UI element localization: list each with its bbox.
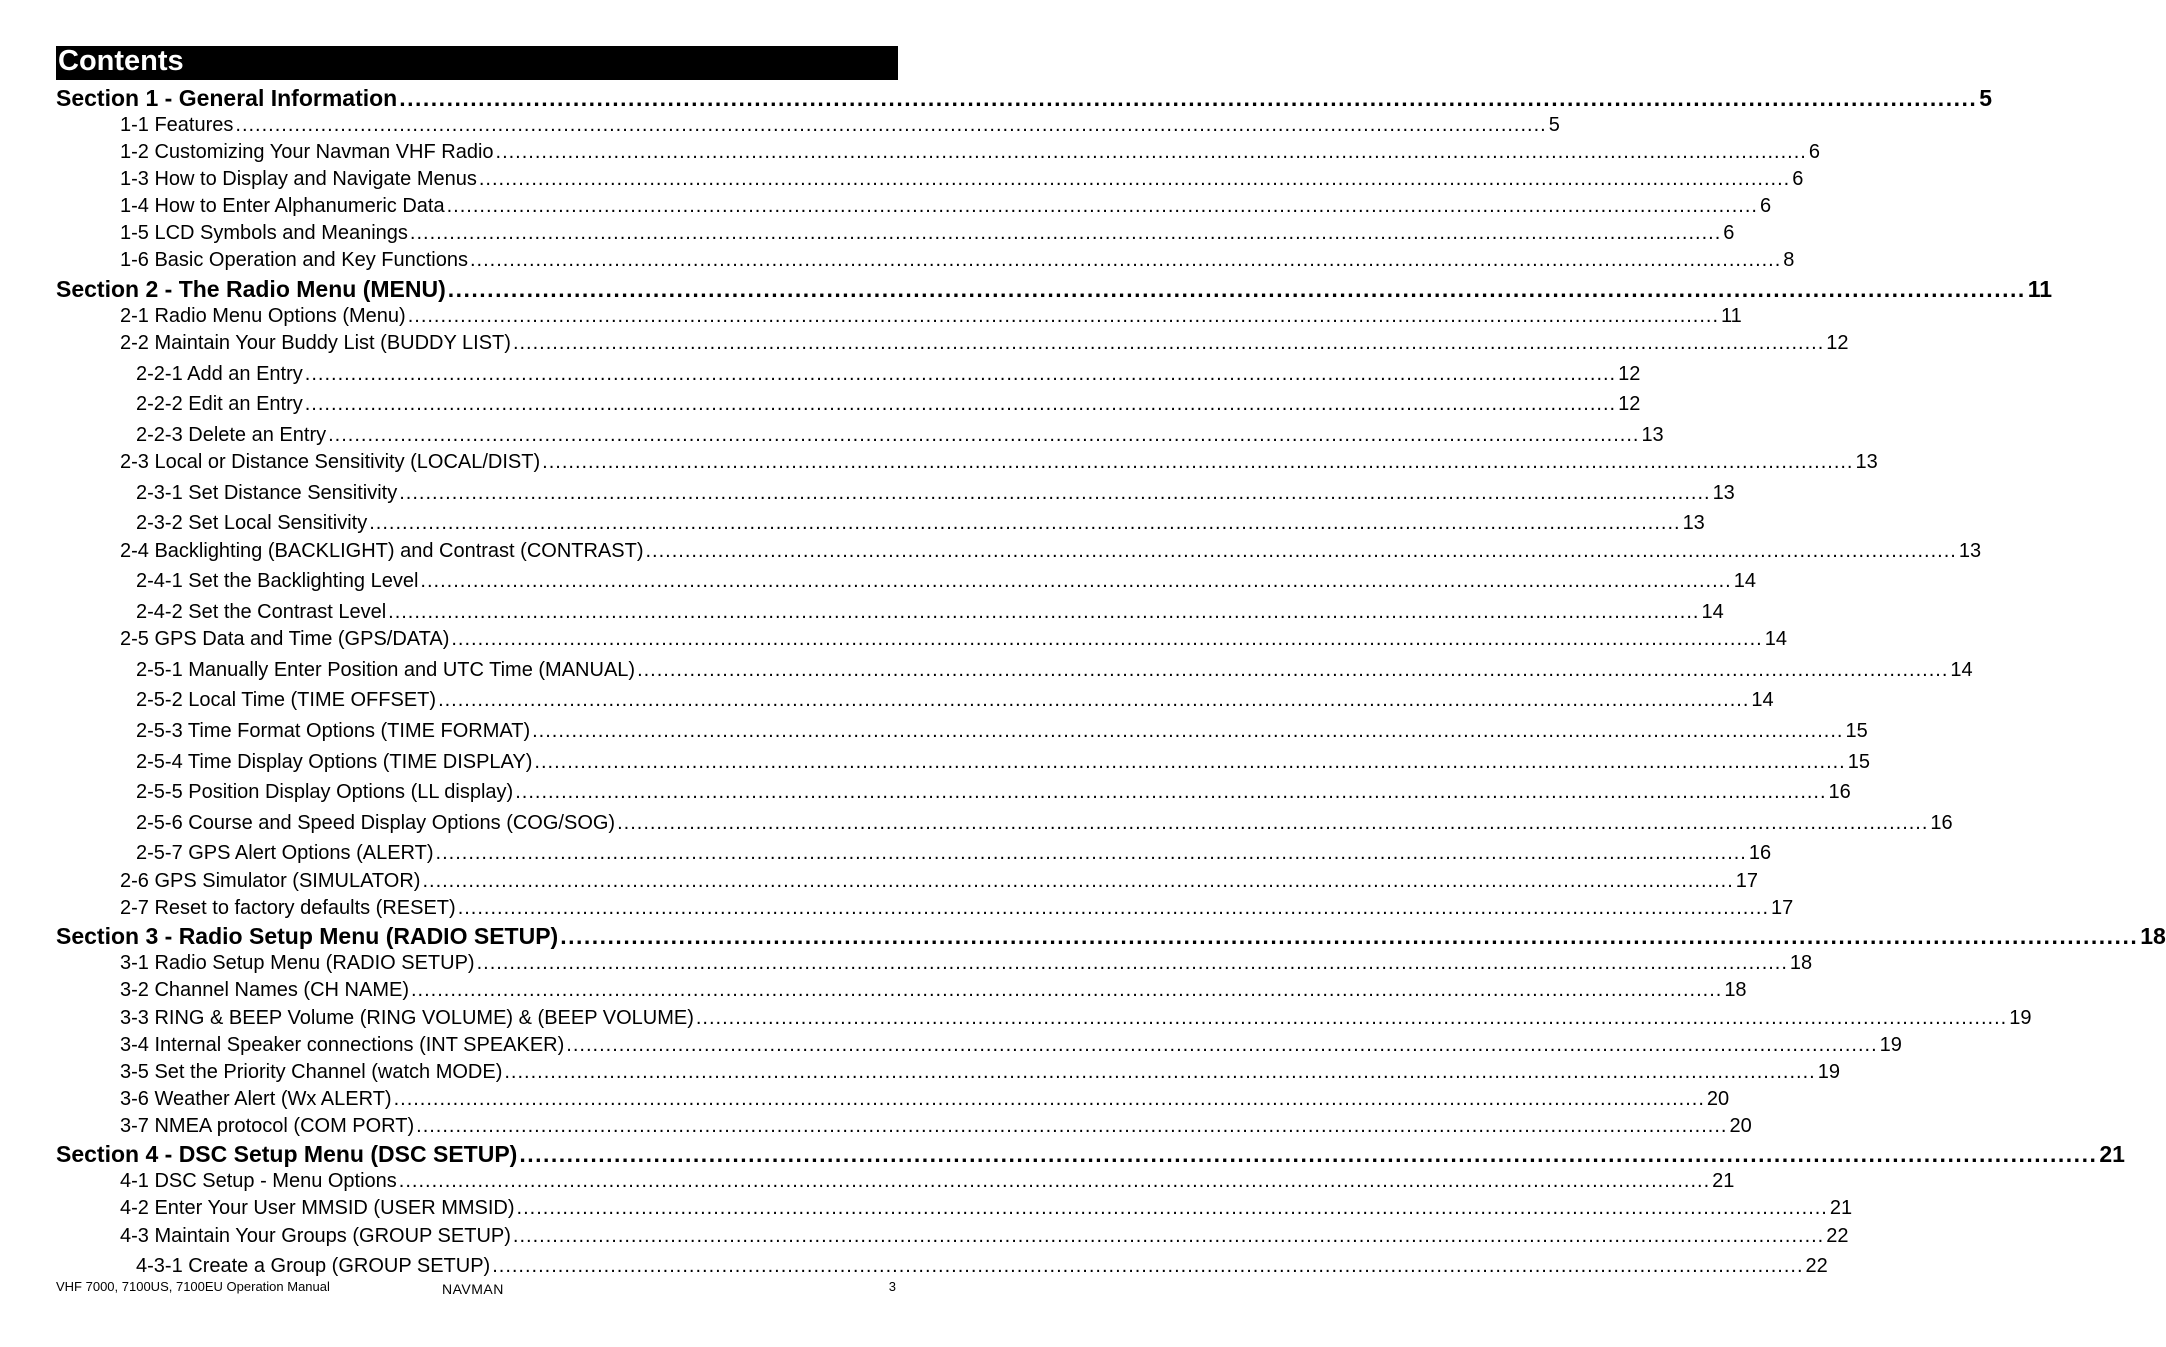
dot-leader: ........................................................................................................................................................................................................: [399, 482, 1711, 504]
toc-entry-label: 3-6 Weather Alert (Wx ALERT): [120, 1088, 392, 1110]
toc-entry[interactable]: [136, 720, 1868, 745]
toc-entry-page-number: 11: [2027, 276, 2053, 302]
toc-entry-label: Section 4 - DSC Setup Menu (DSC SETUP): [56, 1141, 518, 1167]
toc-entry[interactable]: [136, 1255, 1828, 1280]
toc-entry-label: 2-5-3 Time Format Options (TIME FORMAT): [136, 720, 531, 742]
footer-manual-title: VHF 7000, 7100US, 7100EU Operation Manual: [56, 1279, 330, 1294]
toc-entry[interactable]: [120, 628, 1787, 653]
dot-leader: ........................................................................................................................................................................................................: [512, 332, 1825, 354]
toc-entry-label: 3-2 Channel Names (CH NAME): [120, 979, 409, 1001]
toc-entry[interactable]: [120, 1170, 1735, 1195]
toc-entry[interactable]: [120, 451, 1878, 476]
toc-entry-label: 2-1 Radio Menu Options (Menu): [120, 305, 406, 327]
toc-entry-page-number: 5: [1548, 114, 1560, 136]
toc-entry-label: 4-3 Maintain Your Groups (GROUP SETUP): [120, 1225, 511, 1247]
dot-leader: ........................................................................................................................................................................................................: [695, 1007, 2008, 1029]
toc-entry-page-number: 17: [1771, 897, 1794, 919]
dot-leader: ........................................................................................................................................................................................................: [235, 114, 1547, 136]
toc-entry-label: 2-6 GPS Simulator (SIMULATOR): [120, 870, 421, 892]
toc-entry[interactable]: [136, 689, 1774, 714]
dot-leader: ........................................................................................................................................................................................................: [409, 222, 1722, 244]
toc-entry[interactable]: [136, 393, 1641, 418]
toc-entry-page-number: 15: [1847, 751, 1870, 773]
toc-entry[interactable]: [120, 1007, 2032, 1032]
dot-leader: ........................................................................................................................................................................................................: [399, 85, 1978, 111]
toc-entry-page-number: 19: [1817, 1061, 1840, 1083]
toc-entry-page-number: 21: [2099, 1141, 2125, 1167]
dot-leader: ........................................................................................................................................................................................................: [515, 781, 1827, 803]
dot-leader: ........................................................................................................................................................................................................: [407, 305, 1720, 327]
dot-leader: ........................................................................................................................................................................................................: [637, 659, 1949, 681]
dot-leader: ........................................................................................................................................................................................................: [504, 1061, 1816, 1083]
dot-leader: ........................................................................................................................................................................................................: [447, 276, 2026, 302]
toc-entry-label: 1-1 Features: [120, 114, 234, 136]
toc-entry-label: 3-3 RING & BEEP Volume (RING VOLUME) & (BEEP VOLUME): [120, 1007, 694, 1029]
toc-entry[interactable]: [136, 570, 1756, 595]
toc-entry-label: Section 1 - General Information: [56, 85, 398, 111]
toc-entry-label: 3-5 Set the Priority Channel (watch MODE): [120, 1061, 503, 1083]
toc-entry-label: 1-6 Basic Operation and Key Functions: [120, 249, 468, 271]
toc-section-entry[interactable]: [56, 85, 1993, 113]
toc-section-entry[interactable]: [56, 276, 2053, 304]
toc-entry-page-number: 11: [1721, 305, 1742, 327]
toc-entry[interactable]: [120, 1115, 1752, 1140]
toc-entry-label: 2-5-4 Time Display Options (TIME DISPLAY): [136, 751, 533, 773]
toc-entry-page-number: 12: [1618, 363, 1641, 385]
dot-leader: ........................................................................................................................................................................................................: [393, 1088, 1705, 1110]
toc-entry-page-number: 6: [1808, 141, 1820, 163]
toc-entry-label: 2-5 GPS Data and Time (GPS/DATA): [120, 628, 450, 650]
dot-leader: ........................................................................................................................................................................................................: [519, 1141, 2098, 1167]
dot-leader: ........................................................................................................................................................................................................: [512, 1225, 1825, 1247]
toc-entry-page-number: 19: [2009, 1007, 2032, 1029]
toc-entry[interactable]: [136, 424, 1664, 449]
toc-entry-label: 1-4 How to Enter Alphanumeric Data: [120, 195, 445, 217]
toc-entry[interactable]: [136, 363, 1641, 388]
toc-entry-page-number: 13: [1641, 424, 1664, 446]
dot-leader: ........................................................................................................................................................................................................: [422, 870, 1734, 892]
toc-entry-page-number: 18: [2140, 923, 2166, 949]
toc-entry[interactable]: [120, 1034, 1902, 1059]
toc-entry-label: 3-4 Internal Speaker connections (INT SPEAKER): [120, 1034, 565, 1056]
toc-entry-label: 1-3 How to Display and Navigate Menus: [120, 168, 477, 190]
toc-entry-label: 2-5-7 GPS Alert Options (ALERT): [136, 842, 434, 864]
footer-page-number: 3: [888, 1279, 896, 1294]
dot-leader: ........................................................................................................................................................................................................: [369, 512, 1681, 534]
dot-leader: ........................................................................................................................................................................................................: [469, 249, 1782, 271]
toc-entry-label: Section 3 - Radio Setup Menu (RADIO SETUP): [56, 923, 559, 949]
toc-entry-label: 1-2 Customizing Your Navman VHF Radio: [120, 141, 494, 163]
footer-brand-logo: NAVMAN: [442, 1281, 504, 1297]
toc-entry[interactable]: [136, 601, 1724, 626]
toc-entry-page-number: 15: [1845, 720, 1868, 742]
toc-entry-page-number: 6: [1792, 168, 1804, 190]
dot-leader: ........................................................................................................................................................................................................: [560, 923, 2139, 949]
dot-leader: ........................................................................................................................................................................................................: [451, 628, 1763, 650]
toc-entry-label: 2-4-2 Set the Contrast Level: [136, 601, 387, 623]
toc-entry[interactable]: [136, 781, 1851, 806]
toc-entry-label: 2-7 Reset to factory defaults (RESET): [120, 897, 456, 919]
dot-leader: ........................................................................................................................................................................................................: [435, 842, 1747, 864]
toc-entry-label: 2-3-2 Set Local Sensitivity: [136, 512, 368, 534]
toc-entry-page-number: 5: [1979, 85, 1993, 111]
toc-entry-label: 4-1 DSC Setup - Menu Options: [120, 1170, 397, 1192]
toc-entry-label: 2-5-2 Local Time (TIME OFFSET): [136, 689, 437, 711]
toc-entry-page-number: 14: [1701, 601, 1724, 623]
dot-leader: ........................................................................................................................................................................................................: [446, 195, 1758, 217]
toc-entry-page-number: 6: [1759, 195, 1772, 217]
toc-entry-label: 2-5-5 Position Display Options (LL display): [136, 781, 514, 803]
dot-leader: ........................................................................................................................................................................................................: [420, 570, 1732, 592]
toc-entry[interactable]: [136, 482, 1735, 507]
toc-entry[interactable]: [136, 751, 1870, 776]
dot-leader: ........................................................................................................................................................................................................: [542, 451, 1854, 473]
dot-leader: ........................................................................................................................................................................................................: [388, 601, 1700, 623]
toc-entry-label: Section 2 - The Radio Menu (MENU): [56, 276, 446, 302]
toc-entry-page-number: 16: [1748, 842, 1772, 864]
dot-leader: ........................................................................................................................................................................................................: [410, 979, 1723, 1001]
toc-entry[interactable]: [120, 168, 1804, 193]
toc-entry[interactable]: [120, 305, 1742, 330]
toc-section-entry[interactable]: [56, 1141, 2125, 1169]
toc-entry-label: 2-2 Maintain Your Buddy List (BUDDY LIST): [120, 332, 511, 354]
toc-entry-page-number: 6: [1723, 222, 1735, 244]
dot-leader: ........................................................................................................................................................................................................: [304, 393, 1617, 415]
toc-entry[interactable]: [136, 812, 1953, 837]
toc-entry-page-number: 20: [1729, 1115, 1752, 1137]
toc-entry-page-number: 20: [1706, 1088, 1730, 1110]
toc-entry-label: 3-1 Radio Setup Menu (RADIO SETUP): [120, 952, 475, 974]
toc-entry[interactable]: [120, 979, 1747, 1004]
toc-entry[interactable]: [136, 842, 1772, 867]
toc-entry[interactable]: [120, 870, 1759, 895]
toc-entry[interactable]: [120, 897, 1794, 922]
toc-entry-label: 4-2 Enter Your User MMSID (USER MMSID): [120, 1197, 515, 1219]
toc-entry-page-number: 21: [1712, 1170, 1735, 1192]
dot-leader: ........................................................................................................................................................................................................: [516, 1197, 1828, 1219]
toc-entry-page-number: 18: [1789, 952, 1813, 974]
dot-leader: ........................................................................................................................................................................................................: [566, 1034, 1878, 1056]
page-header: [56, 46, 898, 80]
dot-leader: ........................................................................................................................................................................................................: [304, 363, 1617, 385]
toc-entry-page-number: 13: [1712, 482, 1735, 504]
toc-entry-page-number: 13: [1855, 451, 1878, 473]
toc-entry-label: 2-4-1 Set the Backlighting Level: [136, 570, 419, 592]
toc-entry[interactable]: [120, 1088, 1730, 1113]
toc-entry-label: 2-5-6 Course and Speed Display Options (COG/SOG): [136, 812, 616, 834]
dot-leader: ........................................................................................................................................................................................................: [478, 168, 1791, 190]
toc-entry[interactable]: [120, 249, 1795, 274]
toc-entry[interactable]: [120, 114, 1560, 139]
toc-entry-label: 2-5-1 Manually Enter Position and UTC Time (MANUAL): [136, 659, 636, 681]
toc-entry-label: 2-3 Local or Distance Sensitivity (LOCAL/DIST): [120, 451, 541, 473]
toc-entry[interactable]: [120, 195, 1772, 220]
toc-entry[interactable]: [120, 222, 1735, 247]
toc-entry-label: 2-2-1 Add an Entry: [136, 363, 303, 385]
toc-entry[interactable]: [136, 659, 1973, 684]
toc-entry-page-number: 14: [1950, 659, 1973, 681]
toc-entry-page-number: 16: [1828, 781, 1851, 803]
toc-entry-page-number: 14: [1733, 570, 1756, 592]
toc-entry-page-number: 13: [1682, 512, 1705, 534]
toc-entry[interactable]: [120, 1061, 1840, 1086]
toc-entry[interactable]: [136, 512, 1705, 537]
toc-entry[interactable]: [120, 1197, 1853, 1222]
toc-entry-page-number: 12: [1618, 393, 1641, 415]
dot-leader: ........................................................................................................................................................................................................: [495, 141, 1807, 163]
toc-entry-page-number: 21: [1829, 1197, 1853, 1219]
toc-entry-page-number: 12: [1826, 332, 1849, 354]
page-title: Contents: [58, 45, 184, 77]
dot-leader: ........................................................................................................................................................................................................: [617, 812, 1929, 834]
dot-leader: ........................................................................................................................................................................................................: [476, 952, 1788, 974]
toc-entry-page-number: 18: [1724, 979, 1747, 1001]
toc-entry[interactable]: [120, 540, 1982, 565]
toc-entry-label: 2-2-2 Edit an Entry: [136, 393, 303, 415]
toc-entry-label: 1-5 LCD Symbols and Meanings: [120, 222, 408, 244]
dot-leader: ........................................................................................................................................................................................................: [398, 1170, 1711, 1192]
toc-entry[interactable]: [120, 1225, 1849, 1250]
dot-leader: ........................................................................................................................................................................................................: [645, 540, 1957, 562]
dot-leader: ........................................................................................................................................................................................................: [416, 1115, 1728, 1137]
dot-leader: ........................................................................................................................................................................................................: [492, 1255, 1804, 1277]
toc-entry-page-number: 17: [1735, 870, 1759, 892]
toc-entry-label: 4-3-1 Create a Group (GROUP SETUP): [136, 1255, 491, 1277]
toc-entry-page-number: 22: [1805, 1255, 1828, 1277]
dot-leader: ........................................................................................................................................................................................................: [438, 689, 1750, 711]
toc-entry-label: 2-3-1 Set Distance Sensitivity: [136, 482, 398, 504]
toc-entry[interactable]: [120, 332, 1849, 357]
toc-entry-label: 2-4 Backlighting (BACKLIGHT) and Contrast (CONTRAST): [120, 540, 644, 562]
toc-entry-page-number: 14: [1764, 628, 1787, 650]
toc-entry-page-number: 22: [1826, 1225, 1849, 1247]
toc-section-entry[interactable]: [56, 923, 2166, 951]
toc-entry-page-number: 19: [1879, 1034, 1902, 1056]
toc-entry-page-number: 16: [1930, 812, 1953, 834]
toc-entry-page-number: 8: [1783, 249, 1795, 271]
dot-leader: ........................................................................................................................................................................................................: [534, 751, 1846, 773]
toc-entry-label: 3-7 NMEA protocol (COM PORT): [120, 1115, 415, 1137]
dot-leader: ........................................................................................................................................................................................................: [532, 720, 1844, 742]
toc-entry-page-number: 13: [1958, 540, 1982, 562]
toc-entry-page-number: 14: [1751, 689, 1774, 711]
toc-entry[interactable]: [120, 952, 1813, 977]
toc-entry-label: 2-2-3 Delete an Entry: [136, 424, 327, 446]
toc-entry[interactable]: [120, 141, 1820, 166]
dot-leader: ........................................................................................................................................................................................................: [328, 424, 1640, 446]
dot-leader: ........................................................................................................................................................................................................: [457, 897, 1770, 919]
